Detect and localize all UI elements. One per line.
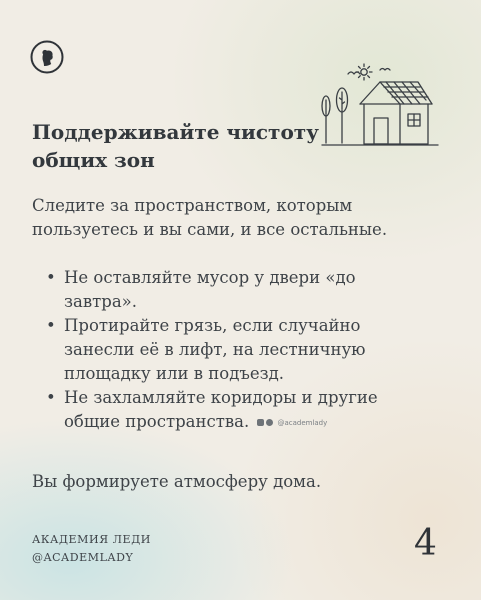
brand-handle: @ACADEMLADY [32, 551, 134, 564]
intro-line-1: Следите за пространством, которым [32, 196, 353, 215]
brand-name: АКАДЕМИЯ ЛЕДИ [32, 533, 151, 546]
page-number: 4 [414, 523, 437, 564]
list-item [44, 266, 464, 314]
watermark-handle-text: @academlady [277, 418, 328, 427]
list-item-line: завтра». [64, 292, 137, 311]
list-item [44, 386, 464, 435]
list-item-line: Протирайте грязь, если случайно [64, 316, 361, 335]
list-item-line: занесли её в лифт, на лестничную [64, 340, 366, 359]
bullet-marker: • [46, 268, 56, 287]
list-item-line: площадку или в подъезд. [64, 364, 285, 383]
bullet-marker: • [46, 388, 56, 407]
intro-paragraph [32, 194, 452, 242]
list-item-line [64, 410, 464, 435]
intro-line-2: пользуетесь и вы сами, и все остальные. [32, 220, 388, 239]
watermark-handle [257, 411, 327, 435]
list-item [44, 314, 464, 386]
lady-silhouette-icon [30, 40, 64, 74]
telegram-icon [257, 419, 264, 426]
title-line-1: Поддерживайте чистоту [32, 120, 319, 144]
title-line-2: общих зон [32, 148, 155, 172]
closing-text: Вы формируете атмосферу дома. [32, 472, 322, 491]
list-item-line: Не захламляйте коридоры и другие [64, 388, 378, 407]
house-with-trees-icon [320, 60, 440, 150]
list-item-text: общие пространства. [64, 412, 250, 431]
bullet-marker: • [46, 316, 56, 335]
list-item-line: Не оставляйте мусор у двери «до [64, 268, 356, 287]
social-icon [266, 419, 273, 426]
page-title [32, 118, 322, 174]
brand-footer [32, 531, 151, 567]
tips-list [44, 266, 464, 435]
